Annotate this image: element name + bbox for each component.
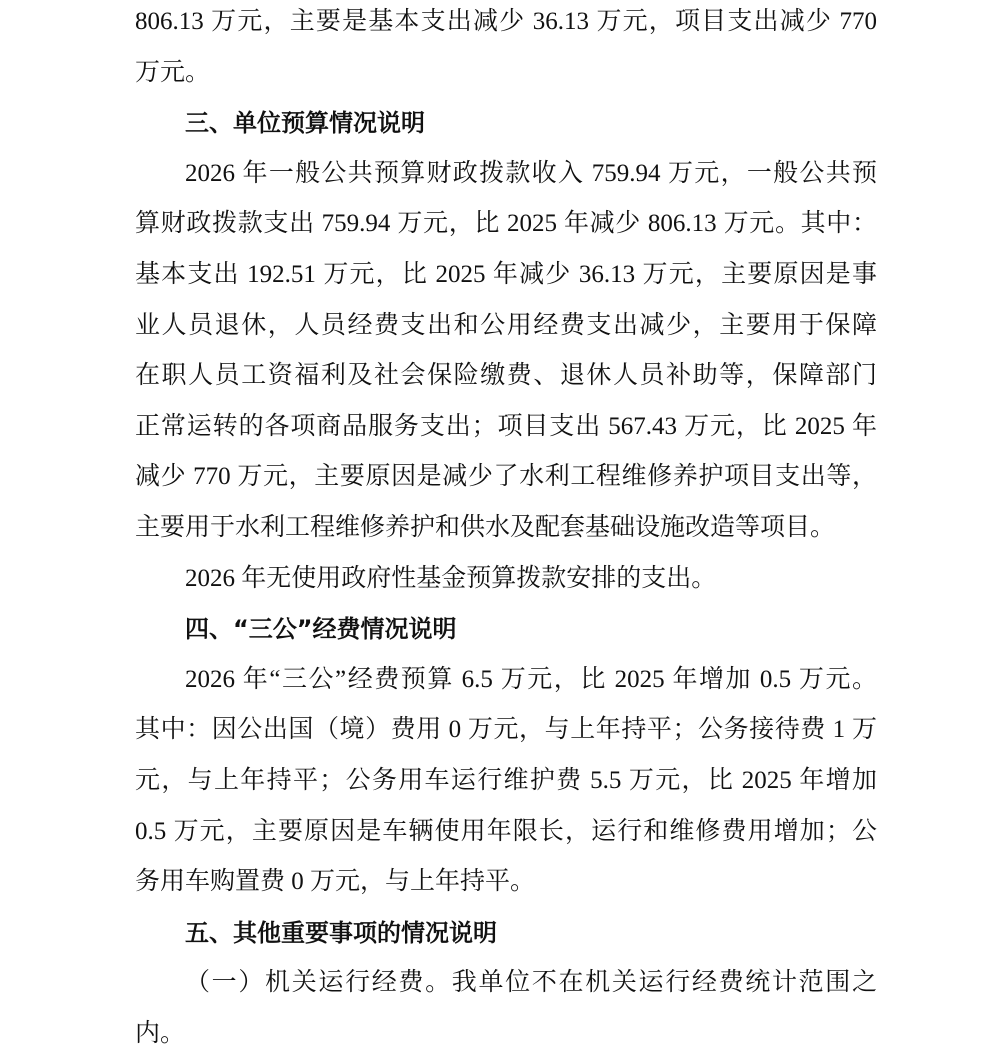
text-line: 0.5 万元，主要原因是车辆使用年限长，运行和维修费用增加；公 [135, 817, 877, 845]
paragraph [135, 554, 877, 605]
paragraph [135, 149, 877, 554]
paragraph [135, 0, 877, 98]
section-heading [135, 604, 877, 655]
text-line: 元，与上年持平；公务用车运行维护费 5.5 万元，比 2025 年增加 [135, 766, 877, 794]
heading-text: 五、其他重要事项的情况说明 [185, 918, 497, 947]
document-page [135, 0, 877, 1059]
text-line: 其中：因公出国（境）费用 0 万元，与上年持平；公务接待费 1 万 [135, 716, 877, 744]
text-line: 内。 [135, 1019, 186, 1047]
text-line: 算财政拨款支出 759.94 万元，比 2025 年减少 806.13 万元。其中： [135, 210, 877, 238]
text-line: 2026 年一般公共预算财政拨款收入 759.94 万元，一般公共预 [185, 159, 877, 187]
text-line: 主要用于水利工程维修养护和供水及配套基础设施改造等项目。 [135, 513, 836, 541]
text-line: 业人员退休，人员经费支出和公用经费支出减少，主要用于保障 [135, 311, 877, 339]
text-line: 2026 年“三公”经费预算 6.5 万元，比 2025 年增加 0.5 万元。 [185, 665, 877, 693]
text-line: 2026 年无使用政府性基金预算拨款安排的支出。 [185, 564, 717, 592]
heading-text: 四、“三公”经费情况说明 [185, 615, 457, 644]
paragraph [135, 958, 877, 1059]
heading-text: 三、单位预算情况说明 [185, 109, 425, 138]
text-line: （一）机关运行经费。我单位不在机关运行经费统计范围之 [185, 969, 877, 997]
text-line: 减少 770 万元，主要原因是减少了水利工程维修养护项目支出等， [135, 463, 877, 491]
text-line: 正常运转的各项商品服务支出；项目支出 567.43 万元，比 2025 年 [135, 412, 877, 440]
text-line: 基本支出 192.51 万元，比 2025 年减少 36.13 万元，主要原因是事 [135, 260, 877, 288]
text-line: 万元。 [135, 58, 211, 86]
paragraph [135, 655, 877, 908]
section-heading [135, 98, 877, 149]
text-line: 在职人员工资福利及社会保险缴费、退休人员补助等，保障部门 [135, 362, 877, 390]
section-heading [135, 908, 877, 959]
text-line: 务用车购置费 0 万元，与上年持平。 [135, 868, 536, 896]
text-line: 806.13 万元，主要是基本支出减少 36.13 万元，项目支出减少 770 [135, 8, 877, 35]
